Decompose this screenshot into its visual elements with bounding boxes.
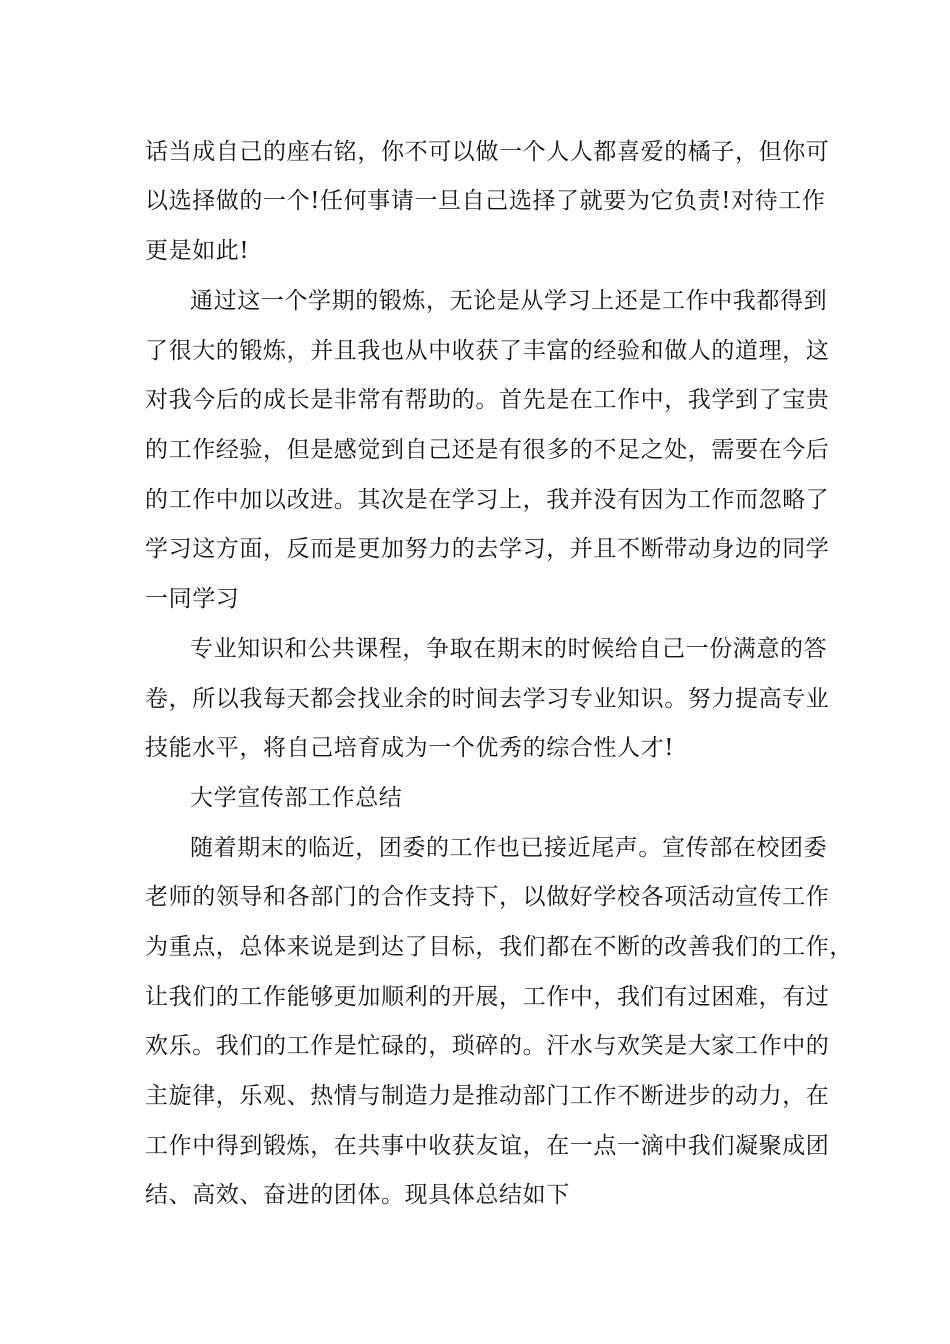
text-line: 对我今后的成长是非常有帮助的。首先是在工作中，我学到了宝贵 — [145, 387, 830, 413]
text-line: 工作中得到锻炼，在共事中收获友谊，在一点一滴中我们凝聚成团 — [145, 1133, 830, 1159]
text-line: 的工作经验，但是感觉到自己还是有很多的不足之处，需要在今后 — [145, 437, 830, 463]
text-line: 更是如此! — [145, 238, 250, 264]
text-line: 了很大的锻炼，并且我也从中收获了丰富的经验和做人的道理，这 — [145, 338, 830, 364]
text-line: 话当成自己的座右铭，你不可以做一个人人都喜爱的橘子，但你可 — [145, 139, 830, 165]
paragraph-start-line: 通过这一个学期的锻炼，无论是从学习上还是工作中我都得到 — [190, 288, 828, 314]
paragraph-start-line: 专业知识和公共课程，争取在期末的时候给自己一份满意的答 — [190, 636, 828, 662]
text-line: 学习这方面，反而是更加努力的去学习，并且不断带动身边的同学 — [145, 536, 830, 562]
text-line: 卷，所以我每天都会找业余的时间去学习专业知识。努力提高专业 — [145, 686, 830, 712]
section-heading: 大学宣传部工作总结 — [190, 785, 403, 811]
text-line: 欢乐。我们的工作是忙碌的，琐碎的。汗水与欢笑是大家工作中的 — [145, 1033, 830, 1059]
text-line: 老师的领导和各部门的合作支持下，以做好学校各项活动宣传工作 — [145, 884, 830, 910]
text-line: 让我们的工作能够更加顺利的开展，工作中，我们有过困难，有过 — [145, 984, 830, 1010]
text-line: 结、高效、奋进的团体。现具体总结如下 — [145, 1182, 570, 1208]
paragraph-start-line: 随着期末的临近，团委的工作也已接近尾声。宣传部在校团委 — [190, 835, 828, 861]
text-line: 技能水平，将自己培育成为一个优秀的综合性人才! — [145, 735, 675, 761]
text-line: 以选择做的一个!任何事请一旦自己选择了就要为它负责!对待工作 — [145, 188, 826, 214]
text-line: 为重点，总体来说是到达了目标，我们都在不断的改善我们的工作， — [145, 934, 853, 960]
text-line: 主旋律，乐观、热情与制造力是推动部门工作不断进步的动力，在 — [145, 1083, 830, 1109]
text-line: 一同学习 — [145, 586, 240, 612]
text-line: 的工作中加以改进。其次是在学习上，我并没有因为工作而忽略了 — [145, 487, 830, 513]
